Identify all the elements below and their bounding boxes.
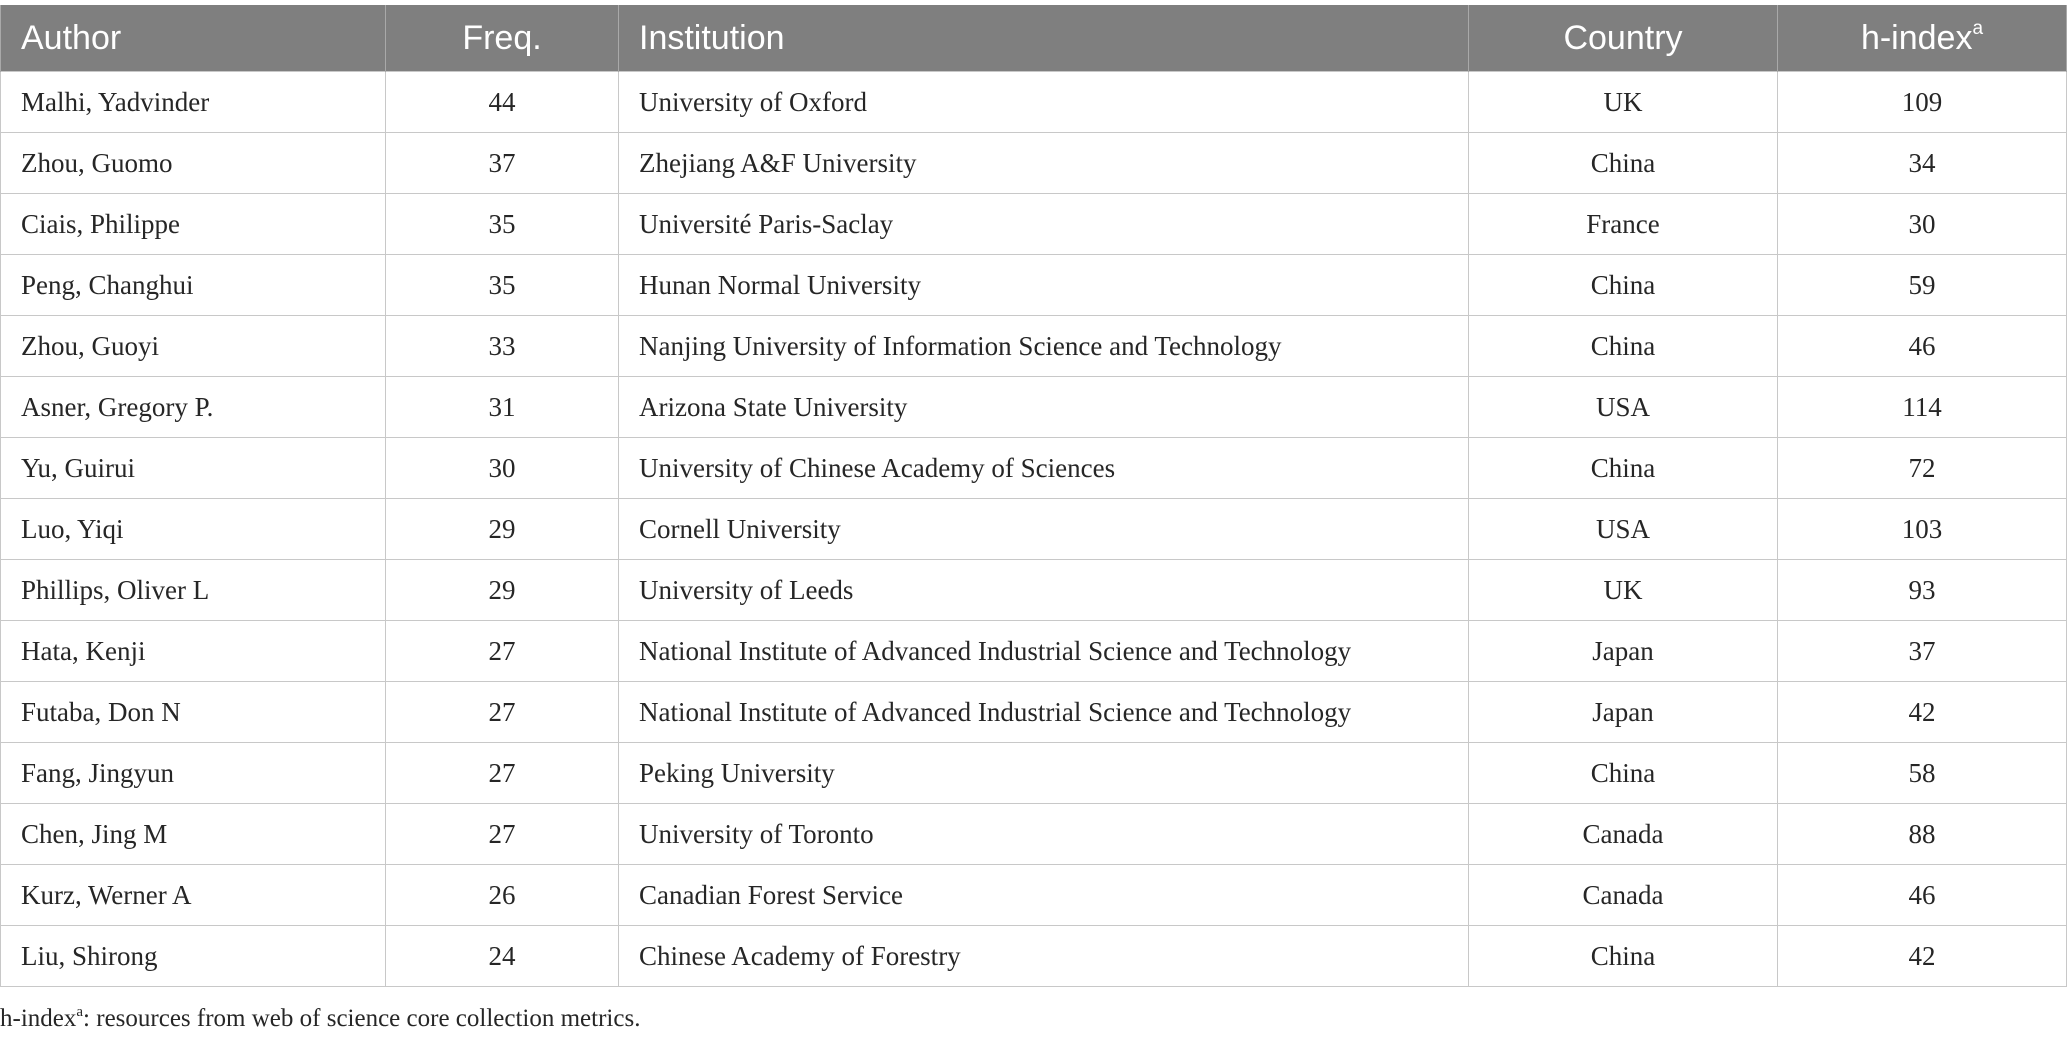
cell-h-index: 114 xyxy=(1778,377,2067,438)
cell-h-index: 88 xyxy=(1778,804,2067,865)
table-row xyxy=(1,621,2067,682)
cell-author: Zhou, Guoyi xyxy=(1,316,386,377)
footnote-term: h-index xyxy=(0,1005,77,1032)
cell-author: Yu, Guirui xyxy=(1,438,386,499)
cell-author: Kurz, Werner A xyxy=(1,865,386,926)
cell-country: China xyxy=(1469,316,1778,377)
cell-author: Zhou, Guomo xyxy=(1,133,386,194)
table-row xyxy=(1,743,2067,804)
table-header xyxy=(1,5,2067,72)
cell-freq: 27 xyxy=(386,804,619,865)
cell-freq: 29 xyxy=(386,499,619,560)
cell-country: China xyxy=(1469,255,1778,316)
cell-h-index: 42 xyxy=(1778,926,2067,987)
cell-author: Ciais, Philippe xyxy=(1,194,386,255)
column-header-author: Author xyxy=(1,5,386,72)
column-header-freq: Freq. xyxy=(386,5,619,72)
table-row xyxy=(1,560,2067,621)
cell-institution: Peking University xyxy=(619,743,1469,804)
cell-institution: National Institute of Advanced Industrial Science and Technology xyxy=(619,682,1469,743)
cell-h-index: 30 xyxy=(1778,194,2067,255)
cell-freq: 24 xyxy=(386,926,619,987)
table-row xyxy=(1,804,2067,865)
cell-freq: 35 xyxy=(386,194,619,255)
cell-freq: 27 xyxy=(386,621,619,682)
cell-country: China xyxy=(1469,926,1778,987)
cell-h-index: 46 xyxy=(1778,865,2067,926)
author-table-container xyxy=(0,5,2066,987)
cell-author: Futaba, Don N xyxy=(1,682,386,743)
cell-h-index: 109 xyxy=(1778,72,2067,133)
cell-freq: 27 xyxy=(386,743,619,804)
cell-h-index: 103 xyxy=(1778,499,2067,560)
cell-h-index: 72 xyxy=(1778,438,2067,499)
table-row xyxy=(1,682,2067,743)
table-row xyxy=(1,72,2067,133)
cell-h-index: 93 xyxy=(1778,560,2067,621)
cell-author: Peng, Changhui xyxy=(1,255,386,316)
cell-h-index: 46 xyxy=(1778,316,2067,377)
header-row xyxy=(1,5,2067,72)
cell-h-index: 34 xyxy=(1778,133,2067,194)
cell-author: Phillips, Oliver L xyxy=(1,560,386,621)
cell-author: Hata, Kenji xyxy=(1,621,386,682)
cell-institution: Canadian Forest Service xyxy=(619,865,1469,926)
cell-country: UK xyxy=(1469,560,1778,621)
cell-freq: 27 xyxy=(386,682,619,743)
cell-author: Liu, Shirong xyxy=(1,926,386,987)
cell-institution: National Institute of Advanced Industrial Science and Technology xyxy=(619,621,1469,682)
h-index-label: h-index xyxy=(1860,18,1973,57)
cell-country: France xyxy=(1469,194,1778,255)
cell-country: China xyxy=(1469,743,1778,804)
cell-freq: 26 xyxy=(386,865,619,926)
table-row xyxy=(1,316,2067,377)
cell-institution: Nanjing University of Information Science and Technology xyxy=(619,316,1469,377)
table-row xyxy=(1,438,2067,499)
cell-country: China xyxy=(1469,133,1778,194)
table-row xyxy=(1,255,2067,316)
column-header-country: Country xyxy=(1469,5,1778,72)
cell-country: Japan xyxy=(1469,621,1778,682)
cell-institution: Zhejiang A&F University xyxy=(619,133,1469,194)
table-row xyxy=(1,926,2067,987)
h-index-footnote-marker: a xyxy=(1972,17,1984,39)
cell-country: USA xyxy=(1469,499,1778,560)
cell-freq: 29 xyxy=(386,560,619,621)
cell-freq: 35 xyxy=(386,255,619,316)
table-row xyxy=(1,499,2067,560)
cell-h-index: 42 xyxy=(1778,682,2067,743)
cell-h-index: 37 xyxy=(1778,621,2067,682)
table-row xyxy=(1,377,2067,438)
column-header-institution: Institution xyxy=(619,5,1469,72)
author-table xyxy=(0,5,2067,987)
cell-institution: Université Paris-Saclay xyxy=(619,194,1469,255)
footnote-marker: a xyxy=(76,1004,84,1020)
table-row xyxy=(1,194,2067,255)
column-header-h-index xyxy=(1778,5,2067,72)
cell-author: Chen, Jing M xyxy=(1,804,386,865)
cell-freq: 37 xyxy=(386,133,619,194)
cell-freq: 44 xyxy=(386,72,619,133)
cell-institution: Chinese Academy of Forestry xyxy=(619,926,1469,987)
cell-institution: Cornell University xyxy=(619,499,1469,560)
cell-h-index: 58 xyxy=(1778,743,2067,804)
cell-country: UK xyxy=(1469,72,1778,133)
cell-institution: University of Leeds xyxy=(619,560,1469,621)
cell-h-index: 59 xyxy=(1778,255,2067,316)
cell-country: China xyxy=(1469,438,1778,499)
cell-institution: University of Oxford xyxy=(619,72,1469,133)
cell-country: Canada xyxy=(1469,865,1778,926)
cell-institution: University of Toronto xyxy=(619,804,1469,865)
cell-author: Asner, Gregory P. xyxy=(1,377,386,438)
cell-institution: Hunan Normal University xyxy=(619,255,1469,316)
cell-country: Canada xyxy=(1469,804,1778,865)
cell-author: Fang, Jingyun xyxy=(1,743,386,804)
table-footnote xyxy=(0,1005,640,1033)
table-row xyxy=(1,865,2067,926)
cell-institution: University of Chinese Academy of Sciences xyxy=(619,438,1469,499)
cell-author: Malhi, Yadvinder xyxy=(1,72,386,133)
cell-country: USA xyxy=(1469,377,1778,438)
table-row xyxy=(1,133,2067,194)
cell-freq: 31 xyxy=(386,377,619,438)
cell-institution: Arizona State University xyxy=(619,377,1469,438)
table-body xyxy=(1,72,2067,987)
footnote-text: : resources from web of science core collection metrics. xyxy=(83,1005,641,1032)
cell-freq: 30 xyxy=(386,438,619,499)
cell-freq: 33 xyxy=(386,316,619,377)
cell-country: Japan xyxy=(1469,682,1778,743)
cell-author: Luo, Yiqi xyxy=(1,499,386,560)
